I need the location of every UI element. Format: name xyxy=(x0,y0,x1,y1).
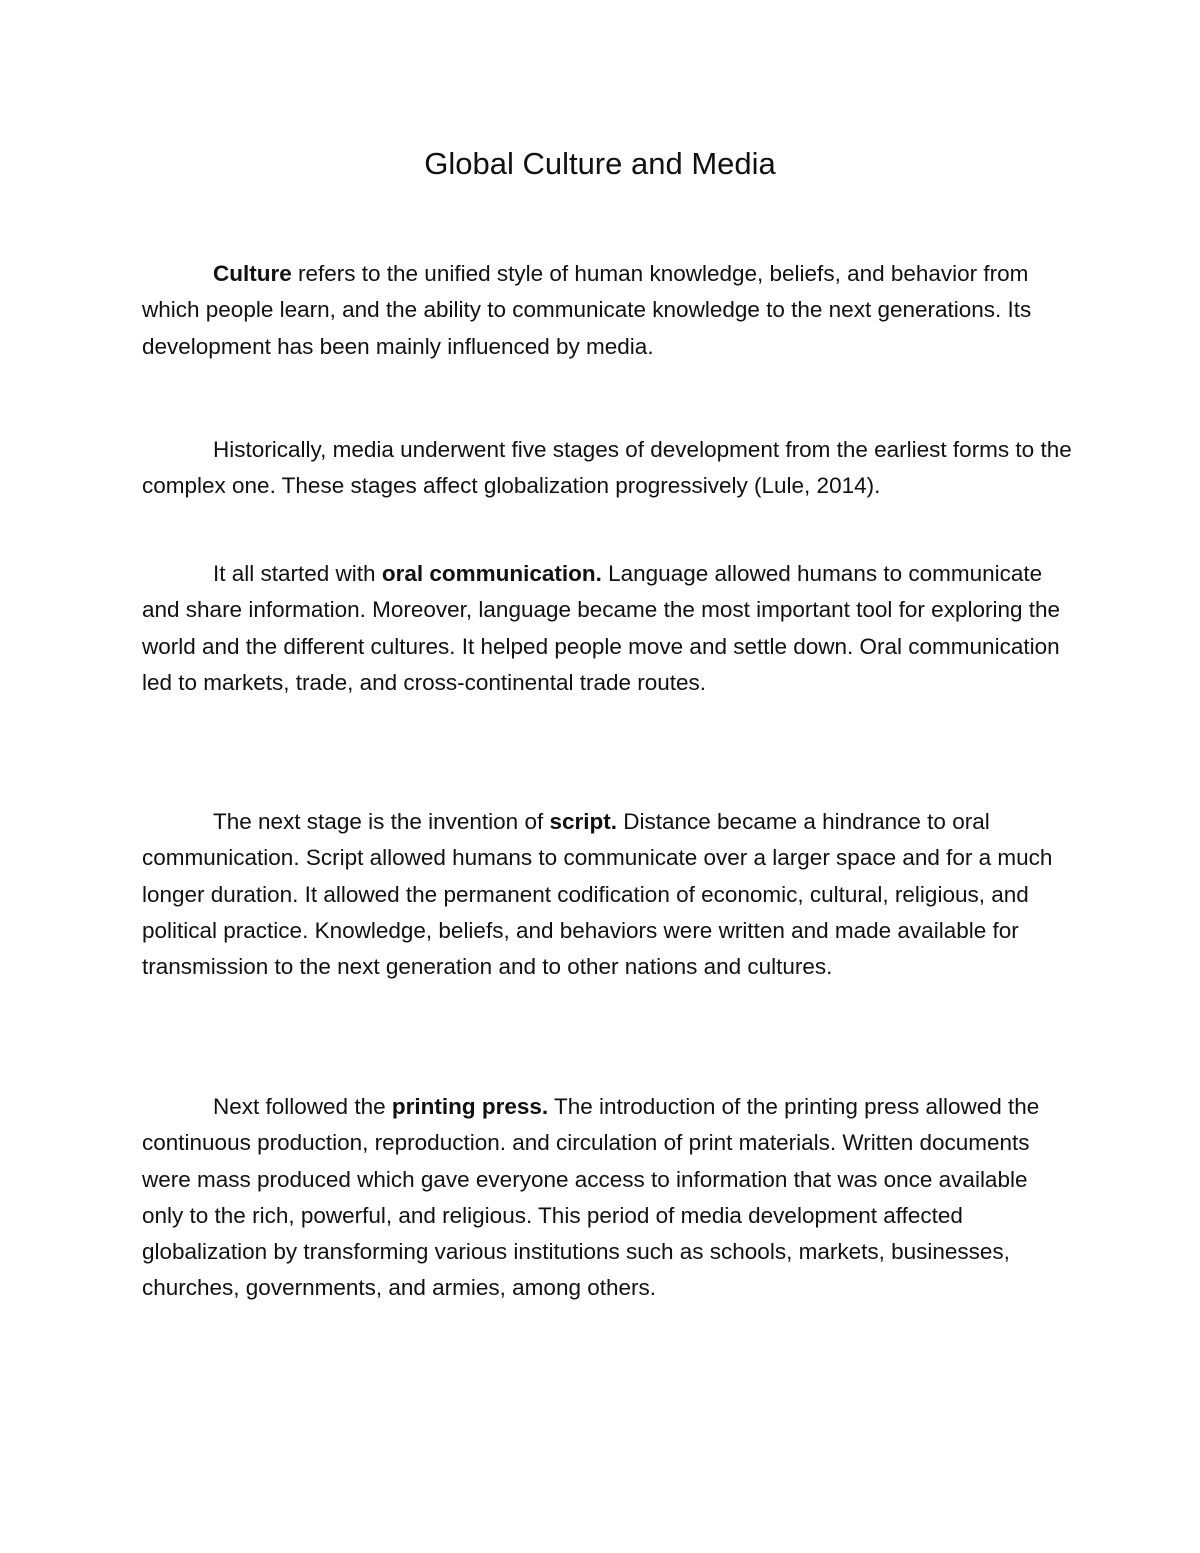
paragraph-text: refers to the unified style of human knowledge, beliefs, and behavior from which people learn, and the ability to communicate knowledge to the next generations. Its development has been mainly influenced by media. xyxy=(142,261,1032,359)
paragraph-text-before: Next followed the xyxy=(213,1094,392,1119)
bold-term: script. xyxy=(549,809,617,834)
paragraph-text-after: Language allowed humans to communicate and share information. Moreover, language became the most important tool for exploring the world and the different cultures. It helped people move and settle down. Oral communication led to markets, trade, and cross-continental trade routes. xyxy=(142,561,1061,695)
paragraph-oral-communication xyxy=(142,556,1072,701)
paragraph-script xyxy=(142,804,1072,985)
document-title: Global Culture and Media xyxy=(424,146,776,181)
paragraph-text-after: Distance became a hindrance to oral communication. Script allowed humans to communicate over a larger space and for a much longer duration. It allowed the permanent codification of economic, cultural, religious, and political practice. Knowledge, beliefs, and behaviors were written and made available for transmission to the next generation and to other nations and cultures. xyxy=(142,809,1053,980)
paragraph-culture xyxy=(142,256,1072,365)
paragraph-text-before: The next stage is the invention of xyxy=(213,809,550,834)
bold-term: oral communication. xyxy=(381,561,602,586)
paragraph-history xyxy=(142,432,1072,505)
bold-term: printing press. xyxy=(391,1094,549,1119)
paragraph-printing-press xyxy=(142,1089,1072,1307)
paragraph-text-before: It all started with xyxy=(213,561,382,586)
bold-term: Culture xyxy=(213,261,292,286)
paragraph-text: Historically, media underwent five stages of development from the earliest forms to the complex one. These stages affect globalization progressively (Lule, 2014). xyxy=(142,437,1072,499)
paragraph-text-after: The introduction of the printing press allowed the continuous production, reproduction. and circulation of print materials. Written documents were mass produced which gave everyone access to information that was once available only to the rich, powerful, and religious. This period of media development affected globalization by transforming various institutions such as schools, markets, businesses, churches, governments, and armies, among others. xyxy=(142,1094,1040,1301)
